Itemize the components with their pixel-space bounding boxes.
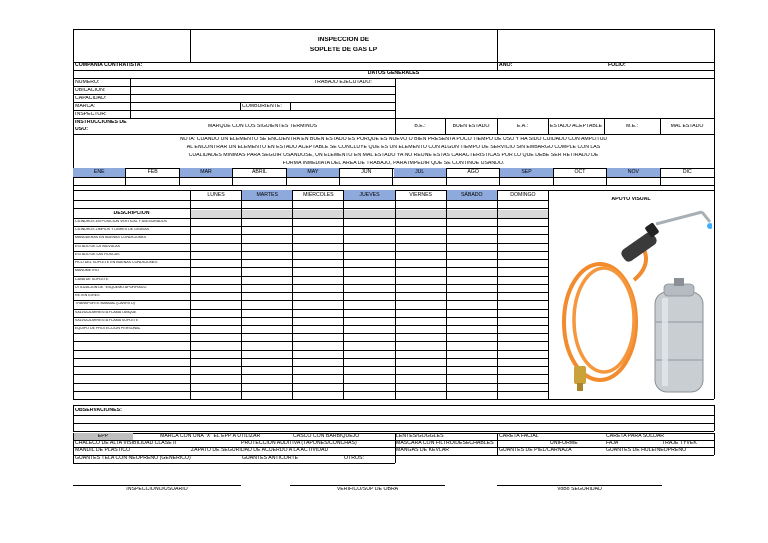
inspection-cell[interactable] bbox=[292, 251, 343, 259]
inspection-cell[interactable] bbox=[190, 226, 241, 234]
signature-inspeccion: INSPECCIONÓ/USUARIO bbox=[126, 487, 188, 492]
apoyo-visual-label: APOYO VISUAL bbox=[611, 197, 651, 202]
inspection-cell[interactable] bbox=[446, 309, 497, 317]
epp-guantes-hule[interactable]: GUANTES DE HULE/NEOPRENO bbox=[606, 448, 687, 453]
inspection-cell[interactable] bbox=[497, 333, 548, 341]
ubicacion-label: UBICACIÓN: bbox=[75, 88, 106, 93]
inspection-cell[interactable] bbox=[395, 341, 446, 349]
month-2: MAR bbox=[180, 168, 233, 177]
inspection-cell[interactable] bbox=[395, 350, 446, 358]
month-7: AGO bbox=[447, 168, 500, 177]
inspection-cell[interactable] bbox=[241, 251, 292, 259]
inspection-cell[interactable] bbox=[395, 374, 446, 382]
form-title-line1: INSPECCIÓN DE bbox=[317, 37, 370, 43]
inspection-cell[interactable] bbox=[497, 218, 548, 226]
inspection-cell[interactable] bbox=[241, 325, 292, 333]
inspection-cell[interactable] bbox=[343, 267, 394, 275]
epp-zapato[interactable]: ZAPATO DE SEGURIDAD DE ACUERDO A LA ACTIVIDAD bbox=[191, 448, 329, 453]
epp-mangas[interactable]: MANGAS DE KEVLAR bbox=[396, 448, 450, 453]
month-check-10[interactable] bbox=[607, 177, 660, 185]
inspection-cell[interactable] bbox=[497, 374, 548, 382]
inspection-cell[interactable] bbox=[343, 333, 394, 341]
inspection-cell[interactable] bbox=[497, 358, 548, 366]
month-check-3[interactable] bbox=[233, 177, 286, 185]
inspection-cell[interactable] bbox=[395, 218, 446, 226]
inspection-cell[interactable] bbox=[446, 341, 497, 349]
month-11: DIC bbox=[682, 169, 692, 175]
month-check-4[interactable] bbox=[287, 177, 340, 185]
inspection-cell[interactable] bbox=[343, 218, 394, 226]
inspection-cell[interactable] bbox=[190, 317, 241, 325]
month-check-8[interactable] bbox=[500, 177, 553, 185]
inspection-cell[interactable] bbox=[343, 251, 394, 259]
inspection-cell[interactable] bbox=[292, 358, 343, 366]
inspection-cell[interactable] bbox=[395, 391, 446, 399]
inspection-cell[interactable] bbox=[395, 243, 446, 251]
inspection-cell[interactable] bbox=[395, 309, 446, 317]
inspection-item-label: RETENTORES bbox=[75, 294, 100, 298]
month-check-0[interactable] bbox=[73, 177, 126, 185]
inspection-cell[interactable] bbox=[446, 333, 497, 341]
epp-instruction: MARCA CON UNA "X" EL EPP A UTILIZAR bbox=[160, 434, 261, 439]
day-4: VIERNES bbox=[395, 190, 446, 200]
inspection-cell[interactable] bbox=[292, 333, 343, 341]
inspection-cell[interactable] bbox=[190, 383, 241, 391]
inspection-cell[interactable] bbox=[190, 292, 241, 300]
inspection-cell[interactable] bbox=[446, 300, 497, 308]
inspection-cell[interactable] bbox=[241, 366, 292, 374]
inspection-cell[interactable] bbox=[446, 317, 497, 325]
month-check-2[interactable] bbox=[180, 177, 233, 185]
inspection-item-label: VÁLVULA ARRESTA FLAMA TANQUE bbox=[75, 310, 137, 314]
inspection-item-label: CILINDROS EN POSICIÓN VERTICAL Y ASEGURADOS bbox=[75, 220, 167, 223]
numero-label: NUMERO: bbox=[75, 80, 100, 85]
note-line4: FORMA INMEDIATA DEL ÁREA DE TRABAJO, PARA IMPEDIR QUE SE CONTINUE USANDO. bbox=[282, 161, 505, 166]
inspection-cell[interactable] bbox=[241, 317, 292, 325]
inspection-cell[interactable] bbox=[241, 243, 292, 251]
inspection-item-label: UTILIZACIÓN DE "ESQUEMO APORPIAGO bbox=[75, 285, 147, 289]
inspection-cell[interactable] bbox=[190, 259, 241, 267]
month-check-7[interactable] bbox=[447, 177, 500, 185]
inspection-cell[interactable] bbox=[190, 218, 241, 226]
epp-traje[interactable]: TRAJE TYVEK bbox=[662, 441, 697, 446]
inspection-cell[interactable] bbox=[190, 276, 241, 284]
month-3: ABRIL bbox=[233, 168, 286, 177]
inspection-cell[interactable] bbox=[395, 251, 446, 259]
inspection-cell[interactable] bbox=[343, 391, 394, 399]
inspection-item-label: EQUIPO DE PROTECCIÓN PERSONAL bbox=[75, 326, 141, 330]
company-field[interactable] bbox=[150, 62, 495, 70]
inspection-cell[interactable] bbox=[395, 276, 446, 284]
inspection-cell[interactable] bbox=[395, 366, 446, 374]
month-5: JUN bbox=[340, 168, 393, 177]
epp-mandil[interactable]: MANDIL DE PLÁSTICO bbox=[75, 448, 131, 453]
inspection-cell[interactable] bbox=[190, 284, 241, 292]
inspection-cell[interactable] bbox=[241, 234, 292, 242]
inspection-cell[interactable] bbox=[446, 391, 497, 399]
inspection-item-label: ESTADO DE LAS ROSCAS bbox=[75, 252, 120, 256]
inspection-cell[interactable] bbox=[292, 317, 343, 325]
inspection-item-label: CILINDROS LIMPIOS Y LIBRES DE GRASAS bbox=[75, 228, 150, 232]
inspection-cell[interactable] bbox=[497, 383, 548, 391]
inspection-cell[interactable] bbox=[446, 243, 497, 251]
inspection-cell[interactable] bbox=[241, 350, 292, 358]
month-check-1[interactable] bbox=[126, 177, 179, 185]
inspection-cell[interactable] bbox=[190, 366, 241, 374]
inspection-cell[interactable] bbox=[395, 267, 446, 275]
epp-casco[interactable]: CASCO CON BARBIQUEJO bbox=[293, 434, 360, 439]
month-check-11[interactable] bbox=[661, 177, 714, 185]
note-line1: NOTA: CUANDO UN ELEMENTO SE ENCUENTRA EN BUEN ESTADO ES PORQUE ES NUEVO O BIEN PRESENTA POCO TIEMPO DE USO Y HA SIDO CUIDADO CON AMPLITUD bbox=[179, 137, 608, 142]
inspection-cell[interactable] bbox=[190, 341, 241, 349]
inspection-cell[interactable] bbox=[292, 226, 343, 234]
signature-verifico: VERIFICÓ/SUP DE OBRA bbox=[336, 487, 399, 492]
epp-faja[interactable]: FAJA bbox=[606, 441, 619, 446]
inspection-cell[interactable] bbox=[292, 243, 343, 251]
inspection-cell[interactable] bbox=[190, 243, 241, 251]
inspection-cell[interactable] bbox=[446, 251, 497, 259]
trabajo-label: TRABAJO EJECUTADO: bbox=[314, 80, 372, 85]
inspection-cell[interactable] bbox=[343, 374, 394, 382]
inspection-cell[interactable] bbox=[190, 358, 241, 366]
inspection-cell[interactable] bbox=[343, 259, 394, 267]
month-check-5[interactable] bbox=[340, 177, 393, 185]
inspection-cell[interactable] bbox=[497, 309, 548, 317]
inspection-cell[interactable] bbox=[446, 226, 497, 234]
inspection-item-label: MANÓMETRO bbox=[75, 269, 99, 273]
inspection-cell[interactable] bbox=[343, 383, 394, 391]
month-8: SEP bbox=[500, 168, 553, 177]
inspection-cell[interactable] bbox=[395, 292, 446, 300]
inspection-cell[interactable] bbox=[497, 226, 548, 234]
month-check-9[interactable] bbox=[554, 177, 607, 185]
inspection-cell[interactable] bbox=[241, 218, 292, 226]
inspection-cell[interactable] bbox=[190, 325, 241, 333]
inspection-item-label: PICO DEL SOPLETE EN BUENAS CONDICIONES bbox=[75, 261, 158, 265]
inspection-cell[interactable] bbox=[292, 341, 343, 349]
inspection-cell[interactable] bbox=[446, 292, 497, 300]
inspection-cell[interactable] bbox=[395, 325, 446, 333]
observaciones-label: OBSERVACIONES: bbox=[75, 408, 122, 413]
inspection-item-label: CAÑA DE SOPLETE bbox=[75, 277, 109, 281]
inspection-cell[interactable] bbox=[292, 292, 343, 300]
inspection-cell[interactable] bbox=[497, 341, 548, 349]
epp-otros[interactable]: OTROS: bbox=[344, 456, 364, 461]
torch-kit-image bbox=[552, 210, 712, 396]
epp-uniforme[interactable]: UNIFORME bbox=[550, 441, 578, 446]
inspection-cell[interactable] bbox=[292, 374, 343, 382]
me-label: M.E.: bbox=[625, 124, 639, 129]
inspection-cell[interactable] bbox=[190, 350, 241, 358]
inspection-cell[interactable] bbox=[241, 300, 292, 308]
inspection-cell[interactable] bbox=[343, 292, 394, 300]
inspection-cell[interactable] bbox=[343, 350, 394, 358]
inspection-cell[interactable] bbox=[343, 341, 394, 349]
inspection-cell[interactable] bbox=[241, 391, 292, 399]
inspection-cell[interactable] bbox=[343, 284, 394, 292]
inspection-cell[interactable] bbox=[292, 284, 343, 292]
inspection-cell[interactable] bbox=[241, 374, 292, 382]
epp-proteccion[interactable]: PROTECCIÓN AUDITIVA (TAPONES/CONCHAS) bbox=[241, 441, 357, 446]
inspection-cell[interactable] bbox=[497, 292, 548, 300]
inspection-cell[interactable] bbox=[343, 234, 394, 242]
months-row bbox=[73, 168, 714, 177]
inspection-cell[interactable] bbox=[292, 267, 343, 275]
instrucciones-label-1: INSTRUCCIONES DE bbox=[75, 120, 127, 125]
epp-mascara[interactable]: MASCARA CON FILTRO/DESECHABLES bbox=[396, 441, 494, 446]
inspection-cell[interactable] bbox=[497, 317, 548, 325]
inspection-cell[interactable] bbox=[446, 358, 497, 366]
inspection-item-label: MANGUERAS EN BUENAS CONDICIONES bbox=[75, 236, 147, 240]
inspection-cell[interactable] bbox=[446, 366, 497, 374]
day-0: LUNES bbox=[190, 190, 241, 200]
inspection-grid bbox=[73, 218, 548, 399]
inspection-cell[interactable] bbox=[241, 292, 292, 300]
inspection-cell[interactable] bbox=[497, 251, 548, 259]
datos-generales-title: DATOS GENERALES bbox=[367, 71, 420, 76]
inspection-cell[interactable] bbox=[292, 350, 343, 358]
inspection-cell[interactable] bbox=[446, 218, 497, 226]
inspection-cell[interactable] bbox=[241, 284, 292, 292]
inspection-cell[interactable] bbox=[446, 350, 497, 358]
month-1: FEB bbox=[126, 168, 179, 177]
inspection-cell[interactable] bbox=[190, 309, 241, 317]
inspection-cell[interactable] bbox=[343, 366, 394, 374]
inspection-cell[interactable] bbox=[446, 374, 497, 382]
inspection-cell[interactable] bbox=[241, 341, 292, 349]
day-6: DOMINGO bbox=[497, 190, 548, 200]
inspection-cell[interactable] bbox=[292, 259, 343, 267]
inspection-cell[interactable] bbox=[241, 309, 292, 317]
inspection-cell[interactable] bbox=[395, 317, 446, 325]
descripcion-header: DESCRIPCIÓN bbox=[113, 211, 150, 216]
inspection-cell[interactable] bbox=[395, 259, 446, 267]
inspection-cell[interactable] bbox=[497, 366, 548, 374]
month-9: OCT bbox=[554, 168, 607, 177]
epp-guantes-piel[interactable]: GUANTES DE PIEL/CARNAZA bbox=[499, 448, 572, 453]
inspection-cell[interactable] bbox=[190, 374, 241, 382]
inspection-cell[interactable] bbox=[190, 300, 241, 308]
inspection-item-label: VÁLVULA ARRESTA FLAMA SOPLETE bbox=[75, 318, 139, 322]
inspection-cell[interactable] bbox=[292, 276, 343, 284]
inspection-cell[interactable] bbox=[395, 284, 446, 292]
inspection-cell[interactable] bbox=[343, 243, 394, 251]
ea-value: ESTADO ACEPTABLE bbox=[549, 124, 603, 129]
capacidad-label: CAPACIDAD: bbox=[75, 96, 107, 101]
inspection-cell[interactable] bbox=[343, 276, 394, 284]
inspection-cell[interactable] bbox=[497, 276, 548, 284]
inspection-cell[interactable] bbox=[395, 226, 446, 234]
inspection-cell[interactable] bbox=[446, 276, 497, 284]
inspection-cell[interactable] bbox=[292, 218, 343, 226]
inspection-cell[interactable] bbox=[395, 234, 446, 242]
inspection-cell[interactable] bbox=[292, 325, 343, 333]
inspection-cell[interactable] bbox=[343, 325, 394, 333]
inspection-cell[interactable] bbox=[446, 259, 497, 267]
day-3: JUEVES bbox=[343, 190, 394, 200]
note-line2: AL ENCONTRAR UN ELEMENTO EN ESTADO ACEPTABLE SE CONCLUYE QUE ES UN ELEMENTO CON ALGÚN TIEMPO DE SERVICIO SIN EMBARGO CUMPLE CON LAS bbox=[186, 145, 601, 150]
signature-vobo: VoBo SEGURIDAD bbox=[557, 487, 602, 492]
inspection-cell[interactable] bbox=[241, 358, 292, 366]
form-title-line2: SOPLETE DE GAS LP bbox=[309, 47, 378, 53]
note-line3: CUALIDADES MÍNIMAS PARA SEGUIR USÁNDOSE, UN ELEMENTO EN MAL ESTADO YA NO REÚNE ESTAS CARACTERÍSTICAS POR LO QUE DEBE SER RETIRADO DE bbox=[188, 153, 599, 158]
combustible-label: COMBURIENTE: bbox=[242, 104, 282, 109]
inspection-cell[interactable] bbox=[497, 267, 548, 275]
inspection-cell[interactable] bbox=[343, 358, 394, 366]
folio-label: FOLIO: bbox=[608, 63, 626, 68]
me-value: MAL ESTADO bbox=[670, 124, 704, 129]
inspection-item-label: TRANSPORTE MANUAL (CARRITO) bbox=[75, 302, 135, 306]
epp-careta-soldar[interactable]: CARETA PARA SOLDAR bbox=[606, 434, 665, 439]
company-label: COMPAÑÍA CONTRATISTA: bbox=[75, 63, 143, 68]
month-check-6[interactable] bbox=[394, 177, 447, 185]
inspection-cell[interactable] bbox=[292, 391, 343, 399]
inspection-cell[interactable] bbox=[497, 300, 548, 308]
inspection-cell[interactable] bbox=[190, 333, 241, 341]
inspection-cell[interactable] bbox=[497, 391, 548, 399]
inspection-cell[interactable] bbox=[292, 300, 343, 308]
inspection-cell[interactable] bbox=[241, 383, 292, 391]
inspection-cell[interactable] bbox=[343, 226, 394, 234]
epp-lentes[interactable]: LENTES/GOGGLES bbox=[396, 434, 444, 439]
month-0: ENE bbox=[73, 168, 126, 177]
day-1: MARTES bbox=[241, 190, 292, 200]
month-6: JUL bbox=[394, 168, 447, 177]
inspection-cell[interactable] bbox=[190, 267, 241, 275]
inspection-cell[interactable] bbox=[497, 259, 548, 267]
inspection-cell[interactable] bbox=[292, 383, 343, 391]
inspection-cell[interactable] bbox=[446, 325, 497, 333]
inspection-cell[interactable] bbox=[497, 350, 548, 358]
inspection-cell[interactable] bbox=[292, 366, 343, 374]
inspection-cell[interactable] bbox=[395, 383, 446, 391]
inspection-cell[interactable] bbox=[292, 309, 343, 317]
inspection-cell[interactable] bbox=[395, 333, 446, 341]
days-row bbox=[190, 190, 548, 200]
inspection-cell[interactable] bbox=[446, 234, 497, 242]
inspection-cell[interactable] bbox=[343, 317, 394, 325]
inspection-cell[interactable] bbox=[190, 391, 241, 399]
inspection-cell[interactable] bbox=[497, 284, 548, 292]
inspection-cell[interactable] bbox=[497, 234, 548, 242]
inspection-cell[interactable] bbox=[446, 284, 497, 292]
inspection-cell[interactable] bbox=[446, 267, 497, 275]
inspection-cell[interactable] bbox=[190, 251, 241, 259]
ea-label: E.A.: bbox=[516, 124, 529, 129]
inspection-cell[interactable] bbox=[446, 383, 497, 391]
inspection-cell[interactable] bbox=[292, 234, 343, 242]
inspection-cell[interactable] bbox=[343, 309, 394, 317]
inspection-cell[interactable] bbox=[241, 259, 292, 267]
day-5: SÁBADO bbox=[446, 190, 497, 200]
day-2: MIÉRCOLES bbox=[292, 190, 343, 200]
inspection-item-label: ESTADO DE LA VÁLVULAS bbox=[75, 244, 121, 248]
inspection-cell[interactable] bbox=[190, 234, 241, 242]
marque-text: MARQUE CON LOS SIGUIENTES TÉRMINOS bbox=[207, 124, 318, 129]
marca-label: MARCA: bbox=[75, 104, 96, 109]
be-label: B.E.: bbox=[414, 124, 426, 129]
inspection-cell[interactable] bbox=[241, 226, 292, 234]
year-label: AÑO: bbox=[499, 63, 513, 68]
inspector-label: INSPECTOR: bbox=[75, 112, 107, 117]
inspection-cell[interactable] bbox=[241, 267, 292, 275]
inspection-cell[interactable] bbox=[497, 325, 548, 333]
inspection-cell[interactable] bbox=[395, 358, 446, 366]
be-value: BUEN ESTADO bbox=[452, 124, 490, 129]
inspection-cell[interactable] bbox=[497, 243, 548, 251]
inspection-cell[interactable] bbox=[241, 333, 292, 341]
instrucciones-label-2: USO: bbox=[75, 127, 88, 132]
epp-chaleco[interactable]: CHALECO DE ALTA VISIBILIDAD CLASE II bbox=[75, 441, 176, 446]
month-4: MAY bbox=[287, 168, 340, 177]
epp-label: EPP bbox=[97, 434, 109, 439]
inspection-cell[interactable] bbox=[395, 300, 446, 308]
epp-guantes-tela[interactable]: GUANTES TELA CON NEOPRENO (GENÉRICO) bbox=[75, 456, 191, 461]
month-10: NOV bbox=[607, 168, 660, 177]
epp-careta-facial[interactable]: CARETA FACIAL bbox=[499, 434, 539, 439]
inspection-cell[interactable] bbox=[241, 276, 292, 284]
inspection-cell[interactable] bbox=[343, 300, 394, 308]
epp-guantes-anticorte[interactable]: GUANTES ANTICORTE bbox=[242, 456, 299, 461]
